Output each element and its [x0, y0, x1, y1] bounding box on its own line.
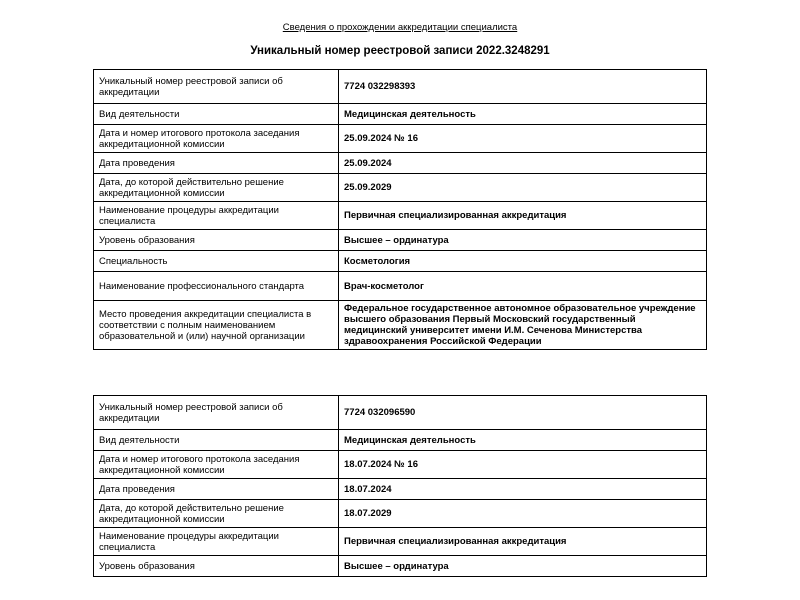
row-value: Медицинская деятельность [339, 104, 707, 125]
row-value: 7724 032096590 [339, 396, 707, 430]
row-value: Высшее – ординатура [339, 556, 707, 577]
row-value: 18.07.2029 [339, 500, 707, 528]
accreditation-record-table [93, 395, 707, 577]
row-label: Дата, до которой действительно решение аккредитационной комиссии [94, 174, 339, 202]
row-value: 18.07.2024 [339, 479, 707, 500]
row-value: 7724 032298393 [339, 70, 707, 104]
table-row [94, 230, 707, 251]
row-value: 25.09.2024 № 16 [339, 125, 707, 153]
accreditation-record-table [93, 69, 707, 350]
row-label: Уровень образования [94, 230, 339, 251]
row-label: Уникальный номер реестровой записи об аккредитации [94, 396, 339, 430]
row-value: Первичная специализированная аккредитация [339, 202, 707, 230]
row-label: Вид деятельности [94, 104, 339, 125]
row-value: 25.09.2024 [339, 153, 707, 174]
table-row [94, 104, 707, 125]
row-label: Дата проведения [94, 479, 339, 500]
row-label: Уровень образования [94, 556, 339, 577]
table-row [94, 70, 707, 104]
row-value: Высшее – ординатура [339, 230, 707, 251]
table-row [94, 556, 707, 577]
row-value: Косметология [339, 251, 707, 272]
row-value: 18.07.2024 № 16 [339, 451, 707, 479]
row-label: Место проведения аккредитации специалиста в соответствии с полным наименованием образовательной и (или) научной организации [94, 301, 339, 350]
table-row [94, 396, 707, 430]
table-row [94, 125, 707, 153]
row-label: Дата, до которой действительно решение аккредитационной комиссии [94, 500, 339, 528]
table-row [94, 202, 707, 230]
table-row [94, 528, 707, 556]
row-value: Федеральное государственное автономное образовательное учреждение высшего образования Первый Московский государственный медицинский университет имени И.М. Сеченова Министерства здравоохранения Российской Федерации [339, 301, 707, 350]
table-row [94, 251, 707, 272]
registry-record-title: Уникальный номер реестровой записи 2022.3248291 [250, 45, 550, 57]
row-label: Дата и номер итогового протокола заседания аккредитационной комиссии [94, 451, 339, 479]
row-value: Медицинская деятельность [339, 430, 707, 451]
row-label: Дата и номер итогового протокола заседания аккредитационной комиссии [94, 125, 339, 153]
row-label: Наименование процедуры аккредитации специалиста [94, 528, 339, 556]
table-row [94, 153, 707, 174]
row-label: Вид деятельности [94, 430, 339, 451]
table-row [94, 174, 707, 202]
row-label: Наименование процедуры аккредитации специалиста [94, 202, 339, 230]
document-heading: Сведения о прохождении аккредитации специалиста [282, 22, 518, 33]
row-label: Наименование профессионального стандарта [94, 272, 339, 301]
row-label: Дата проведения [94, 153, 339, 174]
row-value: Первичная специализированная аккредитация [339, 528, 707, 556]
row-label: Уникальный номер реестровой записи об аккредитации [94, 70, 339, 104]
table-row [94, 430, 707, 451]
table-row [94, 500, 707, 528]
table-row [94, 272, 707, 301]
table-row [94, 479, 707, 500]
row-value: Врач-косметолог [339, 272, 707, 301]
table-row [94, 301, 707, 350]
row-label: Специальность [94, 251, 339, 272]
table-row [94, 451, 707, 479]
row-value: 25.09.2029 [339, 174, 707, 202]
